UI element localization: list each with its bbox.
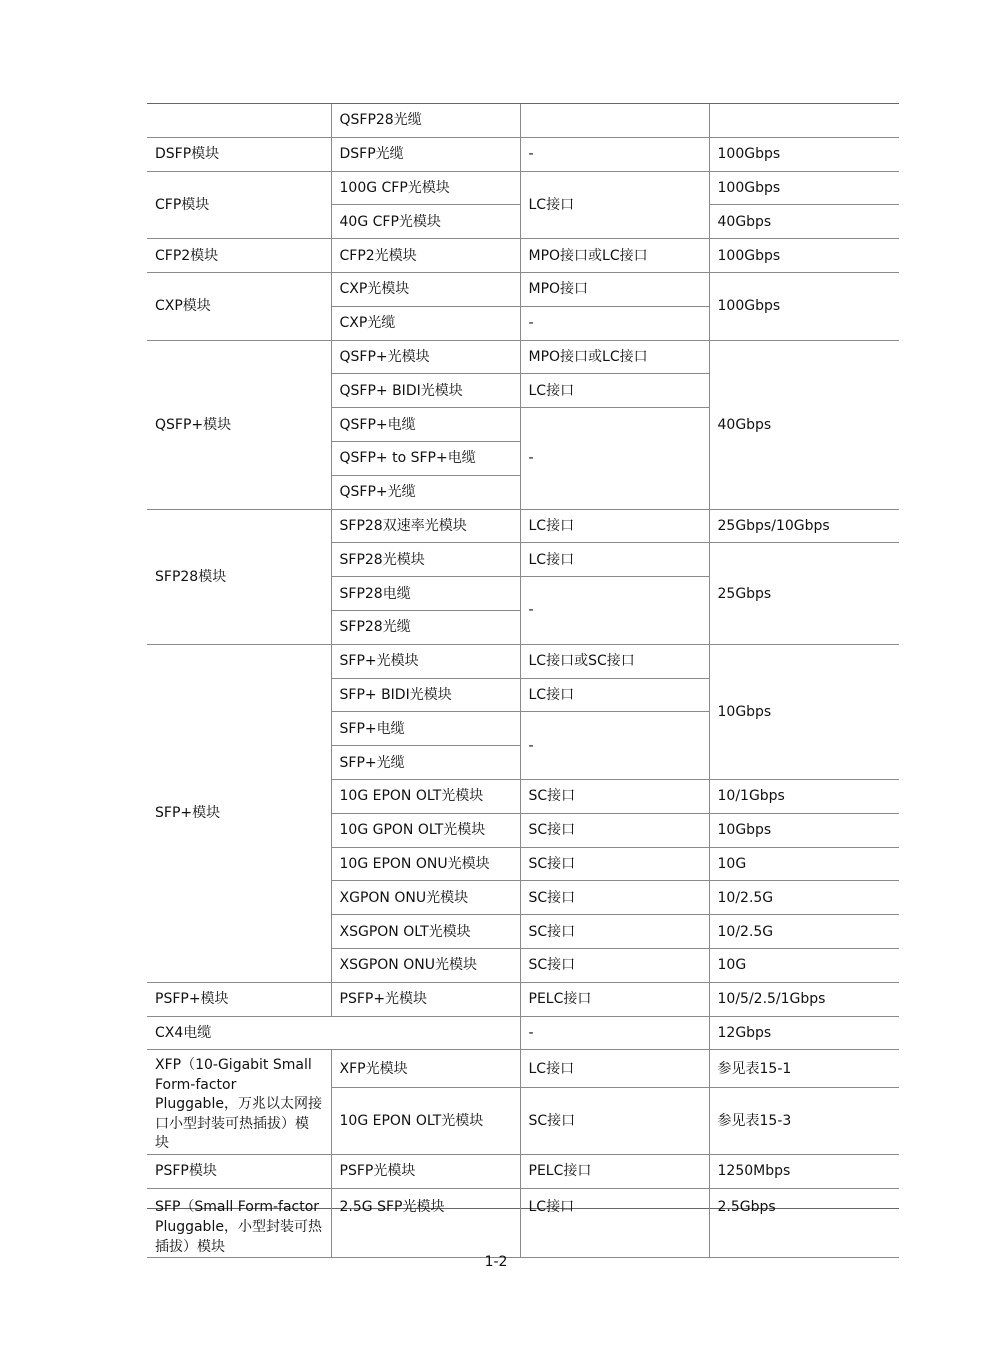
table-cell: 10G (709, 847, 899, 881)
table-row (147, 104, 899, 137)
table-cell: 25Gbps (709, 543, 899, 644)
table-cell: CXP光模块 (331, 272, 520, 306)
table-cell: SFP28双速率光模块 (331, 509, 520, 543)
table-row (147, 239, 899, 273)
table-cell: QSFP+ BIDI光模块 (331, 374, 520, 408)
table-cell: QSFP+模块 (147, 340, 331, 509)
table-cell: - (520, 577, 709, 645)
table-cell: PSFP+模块 (147, 982, 331, 1016)
table-cell: 12Gbps (709, 1016, 899, 1050)
table-row (147, 272, 899, 306)
table-cell: 40Gbps (709, 205, 899, 239)
table-cell: PELC接口 (520, 982, 709, 1016)
table-cell: 100Gbps (709, 272, 899, 340)
table-cell: 10/1Gbps (709, 779, 899, 813)
table-row (147, 1154, 899, 1188)
table-cell: XSGPON ONU光模块 (331, 948, 520, 982)
table-cell: LC接口 (520, 509, 709, 543)
page-number: 1-2 (484, 1254, 508, 1270)
table-cell: 10G EPON ONU光模块 (331, 847, 520, 881)
table-cell: CFP模块 (147, 171, 331, 239)
table-cell: XGPON ONU光模块 (331, 881, 520, 915)
table-cell: 10G GPON OLT光模块 (331, 813, 520, 847)
table-cell: SFP+模块 (147, 644, 331, 982)
table-cell: 40G CFP光模块 (331, 205, 520, 239)
table-cell: 10G (709, 948, 899, 982)
table-cell: SC接口 (520, 881, 709, 915)
table-cell: 2.5Gbps (709, 1188, 899, 1257)
table-cell: 100Gbps (709, 137, 899, 171)
table-cell: - (520, 712, 709, 780)
table-cell: - (520, 1016, 709, 1050)
module-table-container (147, 103, 899, 1255)
table-cell (709, 104, 899, 137)
table-cell: 40Gbps (709, 340, 899, 509)
table-cell: PSFP模块 (147, 1154, 331, 1188)
table-cell: 100Gbps (709, 239, 899, 273)
table-cell: MPO接口 (520, 272, 709, 306)
table-cell: 10/2.5G (709, 881, 899, 915)
table-cell: 10G EPON OLT光模块 (331, 1088, 520, 1154)
table-cell: LC接口 (520, 543, 709, 577)
table-cell: CFP2模块 (147, 239, 331, 273)
table-cell: - (520, 408, 709, 509)
table-cell: DSFP光缆 (331, 137, 520, 171)
table-cell: PELC接口 (520, 1154, 709, 1188)
table-cell: 参见表15-1 (709, 1050, 899, 1088)
table-row (147, 982, 899, 1016)
table-cell: 1250Mbps (709, 1154, 899, 1188)
table-cell: 参见表15-3 (709, 1088, 899, 1154)
table-cell: QSFP+ to SFP+电缆 (331, 441, 520, 475)
table-cell: - (520, 306, 709, 340)
table-row (147, 509, 899, 543)
table-row (147, 1050, 899, 1088)
table-cell: LC接口 (520, 1188, 709, 1257)
table-cell: SFP+光模块 (331, 644, 520, 678)
table-cell: MPO接口或LC接口 (520, 239, 709, 273)
table-cell (147, 104, 331, 137)
table-cell: CXP光缆 (331, 306, 520, 340)
table-cell: 10Gbps (709, 813, 899, 847)
table-cell: QSFP+光模块 (331, 340, 520, 374)
table-cell: - (520, 137, 709, 171)
table-cell: LC接口 (520, 678, 709, 712)
table-cell: 10/2.5G (709, 915, 899, 949)
table-cell: XSGPON OLT光模块 (331, 915, 520, 949)
table-cell: QSFP28光缆 (331, 104, 520, 137)
table-cell: XFP（10-Gigabit Small Form-factor Pluggable，万兆以太网接口小型封装可热插拔）模块 (147, 1050, 331, 1155)
table-cell: 25Gbps/10Gbps (709, 509, 899, 543)
table-cell: XFP光模块 (331, 1050, 520, 1088)
table-row (147, 1188, 899, 1257)
table-cell: DSFP模块 (147, 137, 331, 171)
table-cell: LC接口 (520, 171, 709, 239)
table-cell: SFP（Small Form-factor Pluggable，小型封装可热插拔）模块 (147, 1188, 331, 1257)
table-cell: SFP+ BIDI光模块 (331, 678, 520, 712)
table-cell: CXP模块 (147, 272, 331, 340)
table-cell: QSFP+电缆 (331, 408, 520, 442)
table-cell: QSFP+光缆 (331, 475, 520, 509)
module-table (147, 104, 899, 1258)
table-cell: SFP+光缆 (331, 746, 520, 780)
table-cell: LC接口或SC接口 (520, 644, 709, 678)
table-row (147, 171, 899, 205)
table-cell: 10Gbps (709, 644, 899, 779)
table-cell: SC接口 (520, 948, 709, 982)
table-cell: LC接口 (520, 374, 709, 408)
table-cell: SFP+电缆 (331, 712, 520, 746)
table-cell (520, 104, 709, 137)
table-cell: 10/5/2.5/1Gbps (709, 982, 899, 1016)
table-cell: SFP28光模块 (331, 543, 520, 577)
table-cell: CFP2光模块 (331, 239, 520, 273)
table-cell: SFP28模块 (147, 509, 331, 644)
table-row (147, 1016, 899, 1050)
table-row (147, 340, 899, 374)
table-cell: SC接口 (520, 915, 709, 949)
table-cell: SC接口 (520, 847, 709, 881)
table-cell: SC接口 (520, 779, 709, 813)
table-cell: SFP28光缆 (331, 610, 520, 644)
table-row (147, 137, 899, 171)
table-cell: SC接口 (520, 1088, 709, 1154)
table-cell: 2.5G SFP光模块 (331, 1188, 520, 1257)
table-cell: SC接口 (520, 813, 709, 847)
table-cell: 100Gbps (709, 171, 899, 205)
table-cell: SFP28电缆 (331, 577, 520, 611)
table-cell: 100G CFP光模块 (331, 171, 520, 205)
table-cell: LC接口 (520, 1050, 709, 1088)
table-cell: PSFP光模块 (331, 1154, 520, 1188)
table-cell: MPO接口或LC接口 (520, 340, 709, 374)
table-cell: 10G EPON OLT光模块 (331, 779, 520, 813)
table-row (147, 644, 899, 678)
table-cell: CX4电缆 (147, 1016, 520, 1050)
table-cell: PSFP+光模块 (331, 982, 520, 1016)
